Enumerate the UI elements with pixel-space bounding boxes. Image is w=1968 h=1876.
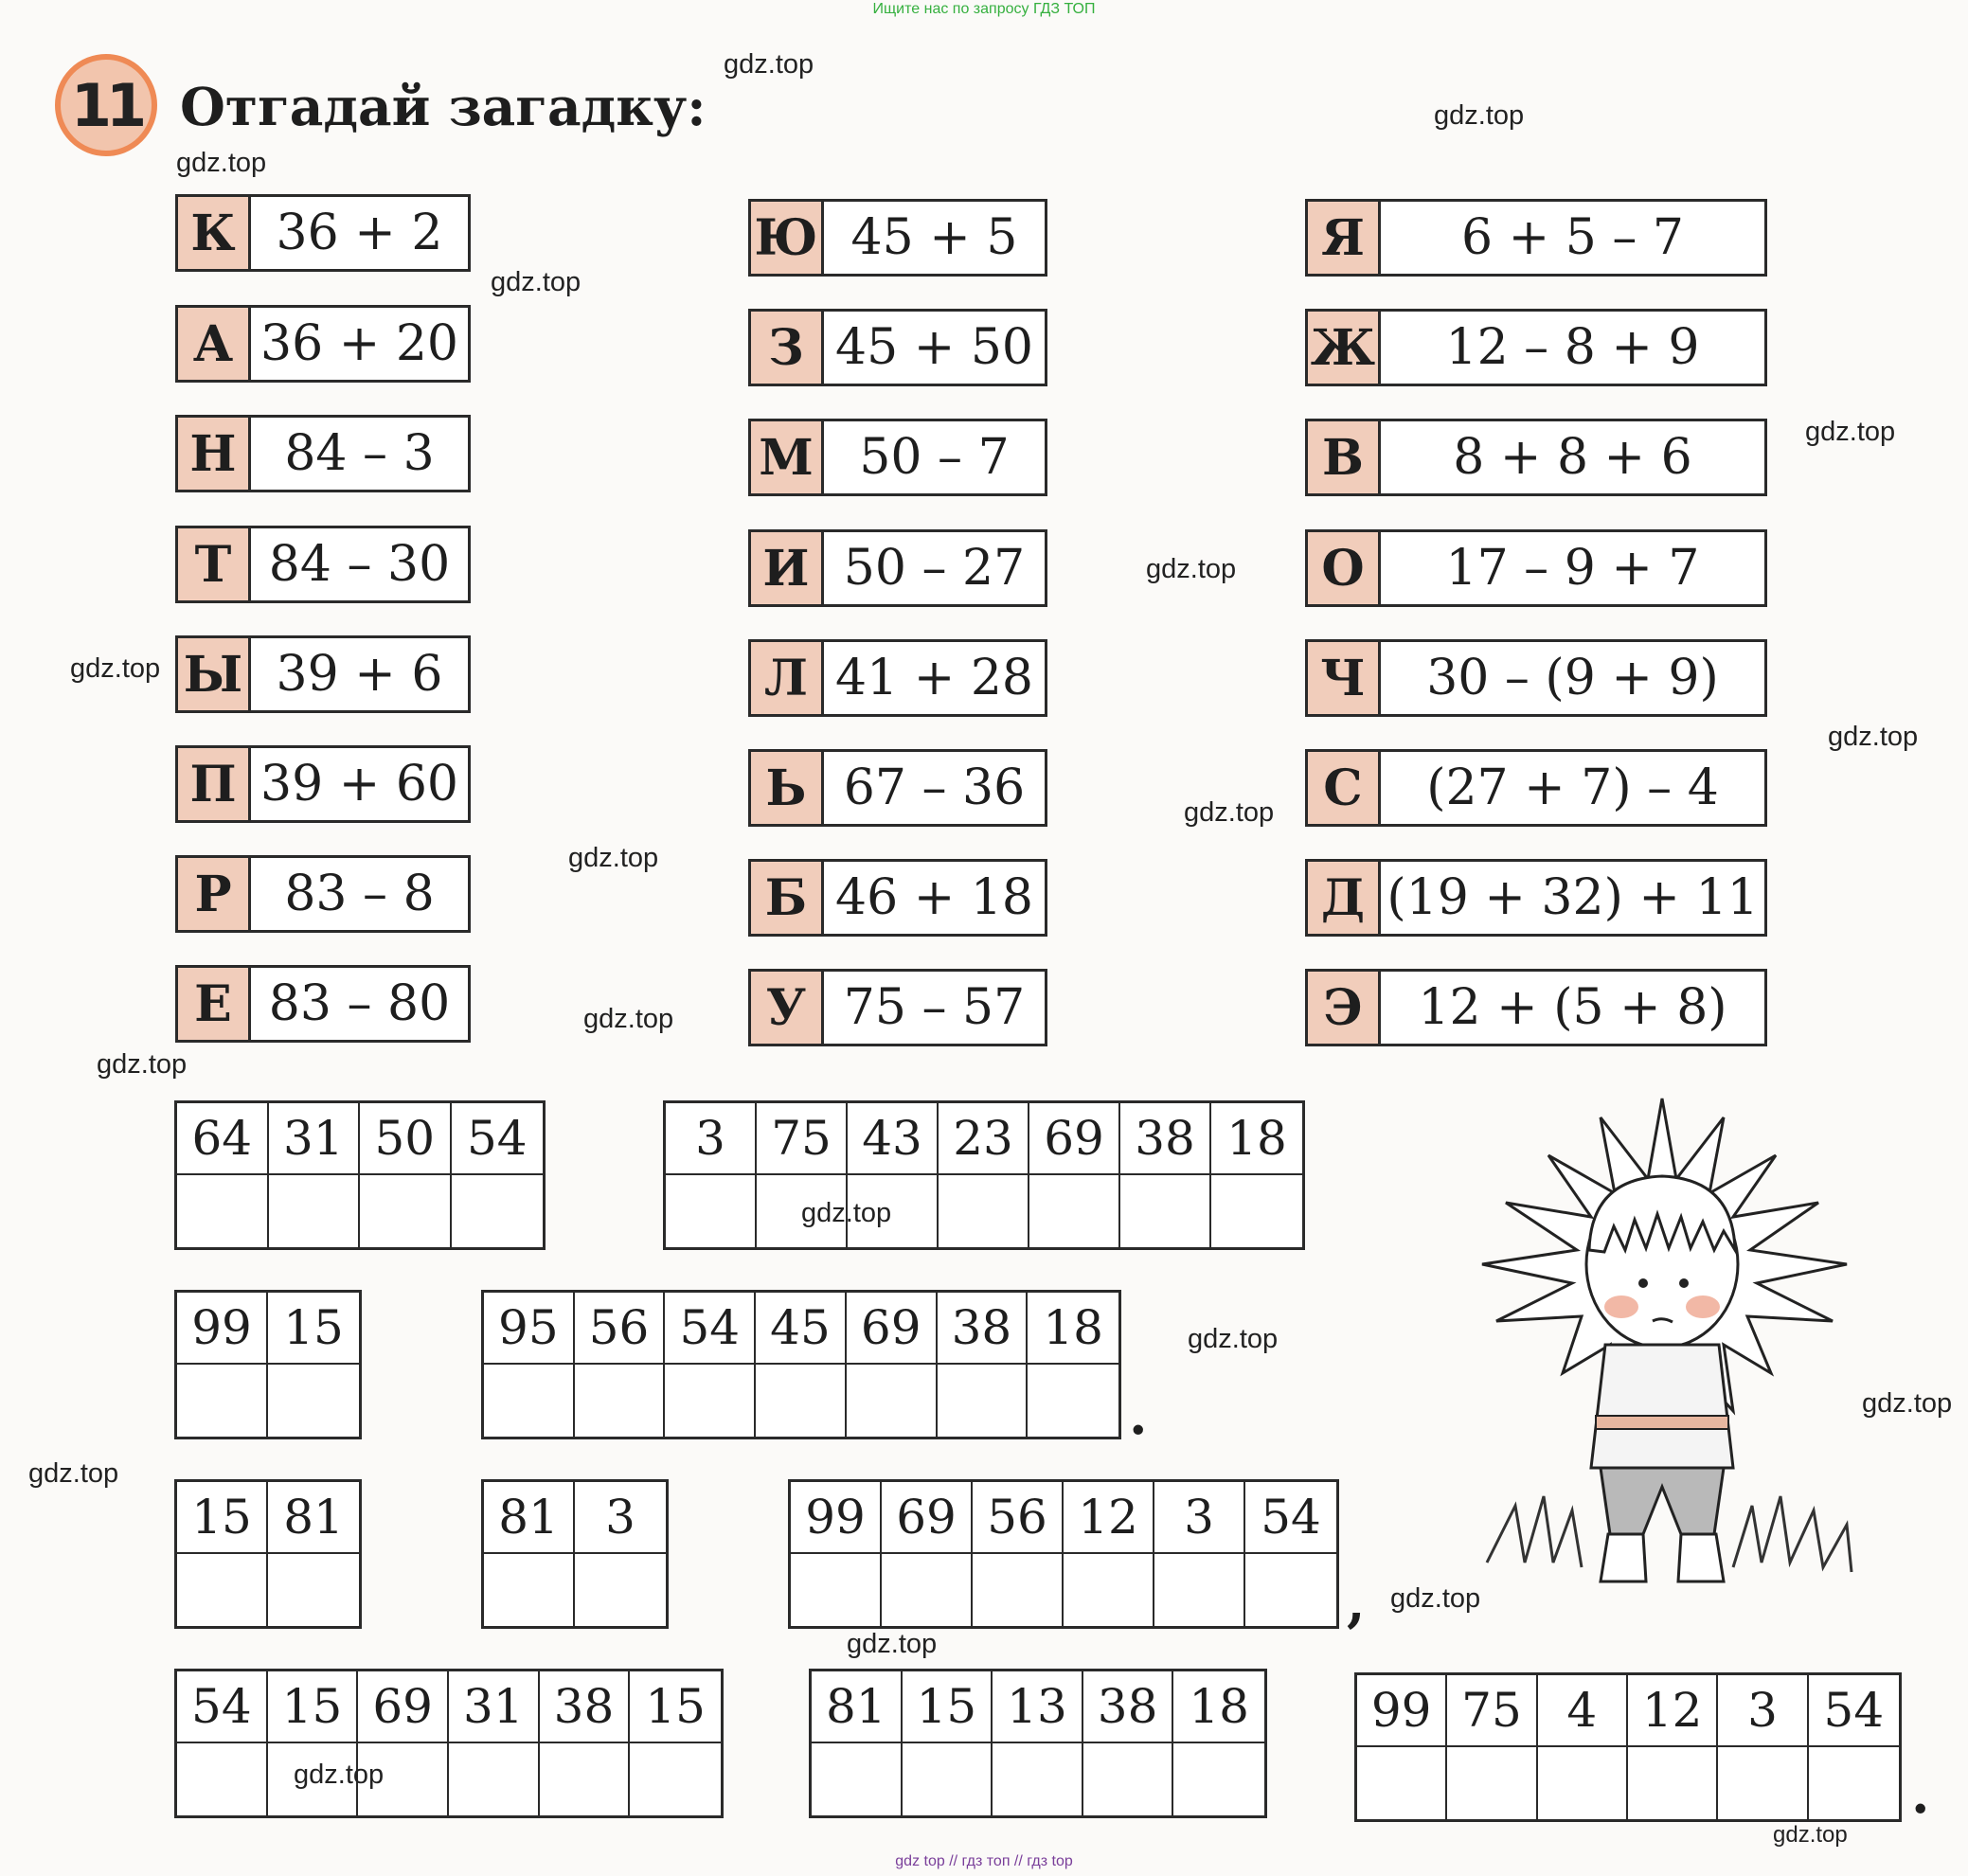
card-letter: П <box>178 748 251 820</box>
grid-answer-cell[interactable] <box>1211 1175 1302 1247</box>
card-v <box>1305 419 1767 496</box>
card-letter: Е <box>178 968 251 1040</box>
card-letter: У <box>751 972 824 1044</box>
answer-grid <box>788 1479 1339 1629</box>
card-ch <box>1305 639 1767 717</box>
grid-answer-cell[interactable] <box>1064 1554 1154 1626</box>
card-letter: Э <box>1308 972 1381 1044</box>
grid-answer-cell[interactable] <box>1245 1554 1336 1626</box>
grid-answer-cell[interactable] <box>847 1365 938 1437</box>
watermark: gdz.top <box>28 1458 119 1489</box>
card-n <box>175 415 471 492</box>
comma-mark: , <box>1347 1572 1366 1635</box>
grid-number-cell: 12 <box>1064 1482 1154 1554</box>
card-expression: 50 – 7 <box>859 429 1010 486</box>
watermark: gdz.top <box>1188 1324 1279 1354</box>
grid-answer-cell[interactable] <box>1173 1743 1264 1815</box>
answer-grid <box>809 1669 1267 1818</box>
grid-answer-cell[interactable] <box>903 1743 993 1815</box>
card-expression: 8 + 8 + 6 <box>1453 429 1692 486</box>
grid-number-cell: 13 <box>993 1671 1083 1743</box>
card-expression: 36 + 20 <box>260 315 458 372</box>
period-mark: . <box>1129 1385 1148 1447</box>
trousers <box>1601 1468 1724 1534</box>
card-expression: 41 + 28 <box>835 650 1033 706</box>
grid-number-cell: 64 <box>177 1103 269 1175</box>
grid-answer-cell[interactable] <box>791 1554 882 1626</box>
watermark: gdz.top <box>801 1198 892 1228</box>
grid-answer-cell[interactable] <box>540 1743 631 1815</box>
grid-answer-cell[interactable] <box>1028 1365 1118 1437</box>
card-d <box>1305 859 1767 937</box>
grid-answer-cell[interactable] <box>177 1743 268 1815</box>
grid-number-cell: 15 <box>268 1293 359 1365</box>
grid-number-cell: 31 <box>449 1671 540 1743</box>
grid-answer-cell[interactable] <box>665 1365 756 1437</box>
card-expression: 39 + 6 <box>276 646 443 703</box>
grid-number-cell: 99 <box>791 1482 882 1554</box>
grid-number-cell: 4 <box>1538 1675 1628 1747</box>
grid-number-cell: 23 <box>939 1103 1029 1175</box>
grid-number-cell: 54 <box>452 1103 544 1175</box>
card-expression: 67 – 36 <box>843 759 1026 816</box>
grid-answer-cell[interactable] <box>630 1743 721 1815</box>
grid-number-cell: 15 <box>630 1671 721 1743</box>
grid-answer-cell[interactable] <box>1120 1175 1211 1247</box>
card-expression: 83 – 8 <box>284 866 435 922</box>
card-letter: Р <box>178 858 251 930</box>
watermark: gdz.top <box>1862 1388 1953 1419</box>
grid-number-cell: 99 <box>1357 1675 1447 1747</box>
card-r <box>175 855 471 933</box>
grid-number-cell: 38 <box>540 1671 631 1743</box>
grid-number-cell: 95 <box>484 1293 575 1365</box>
card-l <box>748 639 1047 717</box>
grid-number-cell: 54 <box>177 1671 268 1743</box>
grid-number-cell: 75 <box>757 1103 848 1175</box>
eye <box>1638 1278 1648 1288</box>
grid-number-cell: 50 <box>360 1103 452 1175</box>
card-letter: Л <box>751 642 824 714</box>
card-letter: Т <box>178 528 251 600</box>
grid-number-cell: 38 <box>1083 1671 1174 1743</box>
card-t <box>175 526 471 603</box>
card-e-reversed <box>1305 969 1767 1046</box>
card-letter: Ч <box>1308 642 1381 714</box>
grid-number-cell: 99 <box>177 1293 268 1365</box>
card-soft-sign <box>748 749 1047 827</box>
grid-number-cell: 31 <box>269 1103 361 1175</box>
watermark: gdz.top <box>1805 417 1896 447</box>
cheek <box>1686 1295 1720 1318</box>
watermark: gdz.top <box>491 267 581 297</box>
grid-number-cell: 3 <box>1154 1482 1245 1554</box>
grid-answer-cell[interactable] <box>360 1175 452 1247</box>
grid-number-cell: 69 <box>847 1293 938 1365</box>
grid-answer-cell[interactable] <box>1029 1175 1120 1247</box>
card-letter: В <box>1308 421 1381 493</box>
grid-answer-cell[interactable] <box>1357 1747 1447 1819</box>
card-expression: 12 + (5 + 8) <box>1418 979 1727 1036</box>
boy-illustration <box>1449 1089 1875 1619</box>
card-o <box>1305 529 1767 607</box>
grid-answer-cell[interactable] <box>575 1554 666 1626</box>
grid-answer-cell[interactable] <box>452 1175 544 1247</box>
card-letter: Я <box>1308 202 1381 274</box>
grid-answer-cell[interactable] <box>177 1365 268 1437</box>
grid-number-cell: 81 <box>268 1482 359 1554</box>
grid-answer-cell[interactable] <box>177 1175 269 1247</box>
watermark: gdz.top <box>1390 1583 1481 1614</box>
watermark: gdz.top <box>847 1629 938 1659</box>
card-expression: 6 + 5 – 7 <box>1461 209 1684 266</box>
card-expression: (27 + 7) – 4 <box>1426 759 1719 816</box>
grid-number-cell: 69 <box>358 1671 449 1743</box>
grid-number-cell: 15 <box>903 1671 993 1743</box>
period-mark: . <box>1911 1763 1930 1826</box>
card-letter: Ж <box>1308 312 1381 384</box>
watermark: gdz.top <box>1773 1822 1848 1848</box>
grid-number-cell: 81 <box>812 1671 903 1743</box>
card-i <box>748 529 1047 607</box>
grid-number-cell: 81 <box>484 1482 575 1554</box>
card-letter: И <box>751 532 824 604</box>
card-p <box>175 745 471 823</box>
card-b <box>748 859 1047 937</box>
grid-number-cell: 3 <box>1718 1675 1808 1747</box>
grid-answer-cell[interactable] <box>484 1365 575 1437</box>
card-letter: С <box>1308 752 1381 824</box>
card-expression: 30 – (9 + 9) <box>1426 650 1719 706</box>
card-y <box>175 635 471 713</box>
grid-number-cell: 18 <box>1173 1671 1264 1743</box>
watermark: gdz.top <box>70 653 161 684</box>
card-expression: 84 – 30 <box>268 536 451 593</box>
watermark: gdz.top <box>1146 554 1237 584</box>
card-letter: А <box>178 308 251 380</box>
grid-number-cell: 38 <box>938 1293 1029 1365</box>
answer-grid <box>174 1669 724 1818</box>
card-expression: 50 – 27 <box>843 540 1026 597</box>
card-z <box>748 309 1047 386</box>
card-yu <box>748 199 1047 277</box>
boots <box>1601 1534 1724 1581</box>
grid-answer-cell[interactable] <box>882 1554 973 1626</box>
watermark: gdz.top <box>294 1760 385 1790</box>
card-letter: Ы <box>178 638 251 710</box>
card-expression: 36 + 2 <box>276 205 443 261</box>
card-s <box>1305 749 1767 827</box>
shirt <box>1591 1345 1733 1468</box>
answer-grid <box>174 1290 362 1439</box>
card-expression: 39 + 60 <box>260 756 458 813</box>
watermark: gdz.top <box>97 1049 188 1080</box>
answer-grid <box>481 1290 1121 1439</box>
belt <box>1596 1416 1728 1429</box>
card-ya <box>1305 199 1767 277</box>
grid-answer-cell[interactable] <box>1083 1743 1174 1815</box>
grid-number-cell: 54 <box>665 1293 756 1365</box>
card-expression: 12 – 8 + 9 <box>1445 319 1700 376</box>
card-expression: 17 – 9 + 7 <box>1445 540 1700 597</box>
grid-answer-cell[interactable] <box>1628 1747 1718 1819</box>
grid-answer-cell[interactable] <box>1718 1747 1808 1819</box>
task-number-badge: 11 <box>55 54 157 156</box>
grid-number-cell: 15 <box>177 1482 268 1554</box>
card-letter: Ь <box>751 752 824 824</box>
grid-answer-cell[interactable] <box>993 1743 1083 1815</box>
grid-answer-cell[interactable] <box>484 1554 575 1626</box>
grid-number-cell: 56 <box>575 1293 666 1365</box>
card-letter: Б <box>751 862 824 934</box>
grid-number-cell: 3 <box>666 1103 757 1175</box>
grid-number-cell: 54 <box>1245 1482 1336 1554</box>
grid-answer-cell[interactable] <box>268 1554 359 1626</box>
grid-answer-cell[interactable] <box>269 1175 361 1247</box>
grid-answer-cell[interactable] <box>1447 1747 1537 1819</box>
card-k <box>175 194 471 272</box>
answer-grid <box>663 1100 1305 1250</box>
watermark: gdz.top <box>1828 722 1919 752</box>
card-letter: М <box>751 421 824 493</box>
card-letter: К <box>178 197 251 269</box>
grid-answer-cell[interactable] <box>973 1554 1064 1626</box>
grid-number-cell: 12 <box>1628 1675 1718 1747</box>
grid-answer-cell[interactable] <box>939 1175 1029 1247</box>
answer-grid <box>1354 1672 1902 1822</box>
grid-number-cell: 43 <box>848 1103 939 1175</box>
card-letter: Д <box>1308 862 1381 934</box>
watermark: gdz.top <box>1184 797 1275 828</box>
card-expression: 45 + 5 <box>850 209 1018 266</box>
card-expression: 75 – 57 <box>843 979 1026 1036</box>
answer-grid <box>174 1479 362 1629</box>
card-letter: Н <box>178 418 251 490</box>
grid-answer-cell[interactable] <box>1538 1747 1628 1819</box>
watermark: gdz.top <box>568 843 659 873</box>
cheek <box>1604 1295 1638 1318</box>
watermark: gdz.top <box>583 1004 674 1034</box>
grid-answer-cell[interactable] <box>177 1554 268 1626</box>
grid-answer-cell[interactable] <box>1154 1554 1245 1626</box>
card-expression: 84 – 3 <box>284 425 435 482</box>
card-a <box>175 305 471 383</box>
task-title: Отгадай загадку: <box>180 76 707 137</box>
answer-grid <box>174 1100 546 1250</box>
grid-number-cell: 18 <box>1028 1293 1118 1365</box>
card-u <box>748 969 1047 1046</box>
grid-answer-cell[interactable] <box>666 1175 757 1247</box>
header-link[interactable]: Ищите нас по запросу ГДЗ ТОП <box>872 1 1096 17</box>
card-expression: 45 + 50 <box>835 319 1033 376</box>
card-letter: О <box>1308 532 1381 604</box>
grid-number-cell: 69 <box>1029 1103 1120 1175</box>
grid-number-cell: 18 <box>1211 1103 1302 1175</box>
grid-number-cell: 75 <box>1447 1675 1537 1747</box>
grid-answer-cell[interactable] <box>812 1743 903 1815</box>
card-e <box>175 965 471 1043</box>
card-letter: З <box>751 312 824 384</box>
watermark: gdz.top <box>1434 100 1525 131</box>
grid-number-cell: 15 <box>268 1671 359 1743</box>
card-expression: (19 + 32) + 11 <box>1387 869 1759 926</box>
card-zh <box>1305 309 1767 386</box>
footer-link[interactable]: gdz top // гдз топ // гдз top <box>895 1853 1073 1869</box>
card-letter: Ю <box>751 202 824 274</box>
watermark: gdz.top <box>724 49 814 80</box>
grid-number-cell: 56 <box>973 1482 1064 1554</box>
grid-number-cell: 69 <box>882 1482 973 1554</box>
grid-answer-cell[interactable] <box>268 1365 359 1437</box>
card-m <box>748 419 1047 496</box>
answer-grid <box>481 1479 669 1629</box>
grid-number-cell: 45 <box>756 1293 847 1365</box>
grid-answer-cell[interactable] <box>938 1365 1029 1437</box>
card-expression: 83 – 80 <box>268 975 451 1032</box>
grid-answer-cell[interactable] <box>756 1365 847 1437</box>
grid-answer-cell[interactable] <box>1809 1747 1899 1819</box>
grid-number-cell: 3 <box>575 1482 666 1554</box>
card-expression: 46 + 18 <box>835 869 1033 926</box>
eye <box>1679 1278 1689 1288</box>
grid-number-cell: 38 <box>1120 1103 1211 1175</box>
grid-answer-cell[interactable] <box>449 1743 540 1815</box>
watermark: gdz.top <box>176 148 267 178</box>
grid-answer-cell[interactable] <box>575 1365 666 1437</box>
grid-number-cell: 54 <box>1809 1675 1899 1747</box>
